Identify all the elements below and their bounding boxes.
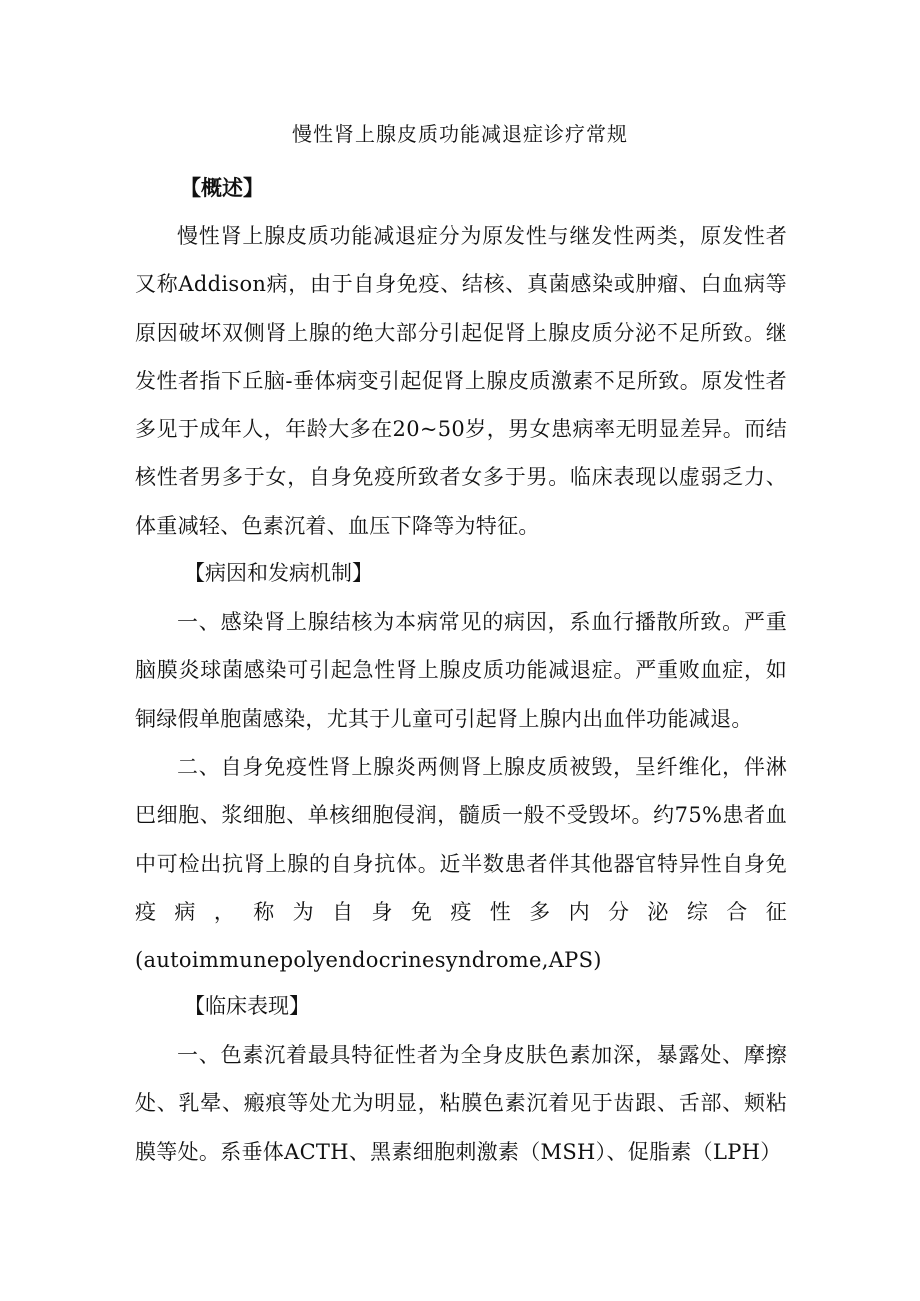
document-title: 慢性肾上腺皮质功能减退症诊疗常规 — [292, 122, 628, 146]
overview-paragraph: 慢性肾上腺皮质功能减退症分为原发性与继发性两类，原发性者又称Addison病，由于自身免疫、结核、真菌感染或肿瘤、白血病等原因破坏双侧肾上腺的绝大部分引起促肾上腺皮质分泌不足所致。继发性者指下丘脑-垂体病变引起促肾上腺皮质激素不足所致。原发性者多见于成年人，年龄大多在20~50岁，男女患病率无明显差异。而结核性者男多于女，自身免疫所致者女多于男。临床表现以虚弱乏力、体重减轻、色素沉着、血压下降等为特征。 — [135, 224, 787, 538]
etiology-paragraph-1: 一、感染肾上腺结核为本病常见的病因，系血行播散所致。严重脑膜炎球菌感染可引起急性肾上腺皮质功能减退症。严重败血症，如铜绿假单胞菌感染，尤其于儿童可引起肾上腺内出血伴功能减退。 — [135, 610, 787, 731]
section-heading-etiology: 【病因和发病机制】 — [184, 561, 373, 585]
section-heading-clinical: 【临床表现】 — [184, 994, 310, 1018]
section-heading-overview: 【概述】 — [180, 175, 264, 200]
clinical-paragraph-1: 一、色素沉着最具特征性者为全身皮肤色素加深，暴露处、摩擦处、乳晕、瘢痕等处尤为明显，粘膜色素沉着见于齿跟、舌部、颊粘膜等处。系垂体ACTH、黑素细胞刺激素（MSH）、促脂素（LPH） — [135, 1043, 787, 1164]
etiology-paragraph-2: 二、自身免疫性肾上腺炎两侧肾上腺皮质被毁，呈纤维化，伴淋巴细胞、浆细胞、单核细胞侵润，髓质一般不受毁坏。约75%患者血中可检出抗肾上腺的自身抗体。近半数患者伴其他器官特异性自身免疫病，称为自身免疫性多内分泌综合征(autoimmunepolyendocrinesyndrome,APS) — [135, 755, 787, 973]
